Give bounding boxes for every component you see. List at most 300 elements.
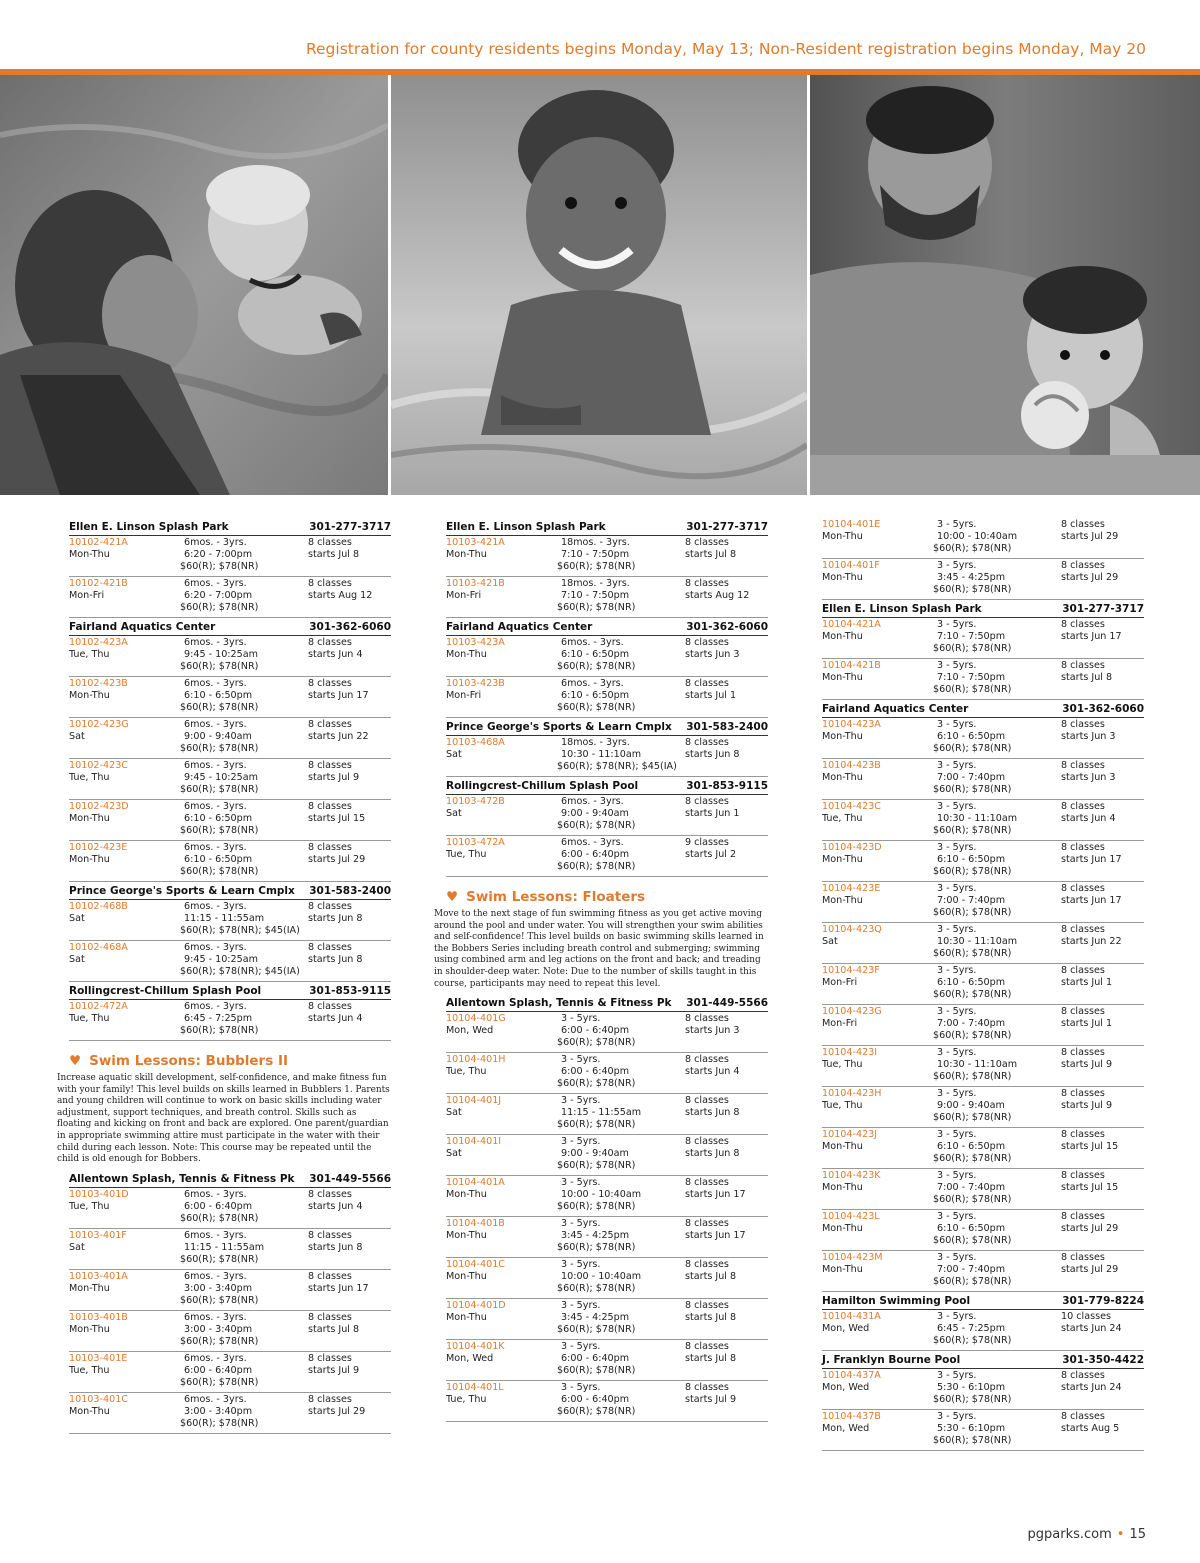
class-start-date: starts Jul 29 xyxy=(308,854,366,865)
class-start-date: starts Jul 1 xyxy=(1061,977,1113,988)
class-age-range: 3 - 5yrs. xyxy=(937,560,977,571)
class-days: Sat xyxy=(69,954,85,965)
photo-father-and-baby xyxy=(810,75,1200,495)
class-days: Mon-Thu xyxy=(69,549,110,560)
class-count: 8 classes xyxy=(685,1382,729,1394)
class-count: 8 classes xyxy=(685,1136,729,1148)
class-days: Mon, Wed xyxy=(822,1382,870,1393)
class-code: 10104-401J xyxy=(446,1095,502,1107)
class-fee: $60(R); $78(NR) xyxy=(933,543,1012,554)
class-count: 8 classes xyxy=(308,637,352,648)
class-days: Mon-Fri xyxy=(446,590,482,601)
class-time: 6:00 - 6:40pm xyxy=(561,1353,630,1365)
class-time: 6:00 - 6:40pm xyxy=(561,1394,630,1406)
class-count: 8 classes xyxy=(1061,1088,1105,1099)
class-time: 6:10 - 6:50pm xyxy=(937,977,1006,988)
class-listing xyxy=(69,941,391,982)
class-listing xyxy=(446,1381,768,1422)
class-age-range: 3 - 5yrs. xyxy=(937,1129,977,1140)
class-count: 8 classes xyxy=(1061,760,1105,771)
class-age-range: 6mos. - 3yrs. xyxy=(184,578,247,589)
class-time: 10:00 - 10:40am xyxy=(561,1271,642,1283)
class-listing xyxy=(69,759,391,800)
class-code: 10104-423G xyxy=(822,1006,882,1017)
class-age-range: 6mos. - 3yrs. xyxy=(184,1270,247,1282)
venue-phone: 301-853-9115 xyxy=(309,985,391,997)
class-age-range: 6mos. - 3yrs. xyxy=(184,801,247,812)
class-count: 8 classes xyxy=(1061,965,1105,976)
class-count: 8 classes xyxy=(1061,883,1105,894)
class-fee: $60(R); $78(NR) xyxy=(180,1212,259,1224)
class-age-range: 6mos. - 3yrs. xyxy=(561,637,624,648)
class-listing xyxy=(822,882,1144,923)
class-fee: $60(R); $78(NR) xyxy=(557,561,636,572)
class-days: Mon-Thu xyxy=(822,1223,863,1234)
class-days: Tue, Thu xyxy=(69,1364,110,1376)
venue-header xyxy=(69,884,391,900)
class-listing xyxy=(446,1053,768,1094)
class-days: Tue, Thu xyxy=(69,772,110,783)
class-listing xyxy=(822,1410,1144,1451)
class-fee: $60(R); $78(NR) xyxy=(933,1071,1012,1082)
class-age-range: 6mos. - 3yrs. xyxy=(184,1188,247,1200)
class-days: Sat xyxy=(446,749,462,760)
class-listing xyxy=(69,1000,391,1041)
class-listing xyxy=(446,1299,768,1340)
class-fee: $60(R); $78(NR) xyxy=(933,866,1012,877)
class-age-range: 3 - 5yrs. xyxy=(937,619,977,630)
class-fee: $60(R); $78(NR) xyxy=(180,743,259,754)
class-fee: $60(R); $78(NR) xyxy=(557,702,636,713)
class-code: 10103-468A xyxy=(446,737,505,748)
class-listing xyxy=(822,1128,1144,1169)
class-count: 8 classes xyxy=(308,842,352,853)
class-count: 8 classes xyxy=(1061,842,1105,853)
class-fee: $60(R); $78(NR) xyxy=(557,1160,636,1172)
class-start-date: starts Jun 3 xyxy=(1061,731,1116,742)
class-fee: $60(R); $78(NR) xyxy=(933,1335,1012,1346)
class-code: 10104-401B xyxy=(446,1218,505,1230)
class-count: 8 classes xyxy=(1061,1370,1105,1381)
venue-phone: 301-449-5566 xyxy=(309,1172,391,1185)
class-count: 8 classes xyxy=(308,1188,352,1200)
class-days: Sat xyxy=(446,1148,462,1160)
class-listing xyxy=(69,1270,391,1311)
class-fee: $60(R); $78(NR) xyxy=(180,825,259,836)
class-time: 6:10 - 6:50pm xyxy=(184,813,253,824)
class-count: 8 classes xyxy=(685,678,729,689)
class-listing xyxy=(446,795,768,836)
class-days: Mon-Thu xyxy=(69,813,110,824)
class-days: Sat xyxy=(822,936,838,947)
class-time: 6:45 - 7:25pm xyxy=(937,1323,1006,1334)
class-days: Tue, Thu xyxy=(69,649,110,660)
class-fee: $60(R); $78(NR) xyxy=(557,861,636,872)
class-code: 10104-401I xyxy=(446,1136,502,1148)
class-time: 9:00 - 9:40am xyxy=(561,808,629,819)
class-code: 10103-401C xyxy=(69,1393,128,1405)
class-time: 6:10 - 6:50pm xyxy=(184,690,253,701)
registration-banner xyxy=(0,0,1200,70)
venue-header xyxy=(446,520,768,536)
class-count: 8 classes xyxy=(685,578,729,589)
photo-strip xyxy=(0,75,1200,495)
class-listing xyxy=(69,841,391,882)
class-count: 8 classes xyxy=(308,578,352,589)
class-time: 6:10 - 6:50pm xyxy=(561,649,630,660)
venue-header xyxy=(822,602,1144,618)
class-time: 6:00 - 6:40pm xyxy=(184,1200,253,1212)
class-count: 8 classes xyxy=(308,760,352,771)
class-listing xyxy=(822,1310,1144,1351)
class-code: 10102-472A xyxy=(69,1001,128,1012)
registration-note: Registration for county residents begins Monday, May 13; Non-Resident registration begins Monday, May 20 xyxy=(305,40,1146,58)
class-time: 3:45 - 4:25pm xyxy=(937,572,1006,583)
class-start-date: starts Aug 12 xyxy=(308,590,373,601)
footer-bullet: • xyxy=(1116,1527,1125,1542)
class-time: 7:00 - 7:40pm xyxy=(937,895,1006,906)
class-time: 9:00 - 9:40am xyxy=(937,1100,1005,1111)
class-code: 10102-423C xyxy=(69,760,128,771)
class-fee: $60(R); $78(NR) xyxy=(557,1365,636,1377)
venue-name: Ellen E. Linson Splash Park xyxy=(446,521,606,533)
class-age-range: 3 - 5yrs. xyxy=(937,883,977,894)
class-age-range: 3 - 5yrs. xyxy=(937,1170,977,1181)
photo-smiling-child xyxy=(391,75,807,495)
class-time: 11:15 - 11:55am xyxy=(561,1107,642,1119)
class-code: 10104-423H xyxy=(822,1088,882,1099)
page-number: 15 xyxy=(1129,1527,1146,1542)
class-age-range: 6mos. - 3yrs. xyxy=(184,637,247,648)
class-fee: $60(R); $78(NR); $45(IA) xyxy=(180,966,300,977)
class-listing xyxy=(446,1176,768,1217)
class-count: 8 classes xyxy=(685,1095,729,1107)
venue-name: Rollingcrest-Chillum Splash Pool xyxy=(446,780,639,792)
class-fee: $60(R); $78(NR) xyxy=(933,1235,1012,1246)
class-fee: $60(R); $78(NR) xyxy=(933,1112,1012,1123)
class-age-range: 3 - 5yrs. xyxy=(937,1411,977,1422)
class-days: Mon-Thu xyxy=(822,1141,863,1152)
venue-phone: 301-277-3717 xyxy=(309,521,391,533)
class-code: 10104-401E xyxy=(822,519,881,530)
class-days: Tue, Thu xyxy=(69,1013,110,1024)
class-count: 9 classes xyxy=(685,837,729,848)
class-fee: $60(R); $78(NR) xyxy=(557,661,636,672)
class-days: Tue, Thu xyxy=(822,813,863,824)
venue-header xyxy=(69,520,391,536)
heart-icon: ♥ xyxy=(69,1053,82,1069)
class-time: 11:15 - 11:55am xyxy=(184,913,265,924)
class-fee: $60(R); $78(NR) xyxy=(180,866,259,877)
class-listing xyxy=(446,1094,768,1135)
class-count: 8 classes xyxy=(1061,560,1105,571)
class-code: 10104-423I xyxy=(822,1047,878,1058)
venue-name: Ellen E. Linson Splash Park xyxy=(69,521,229,533)
class-start-date: starts Jul 9 xyxy=(1061,1100,1113,1111)
page-footer xyxy=(1028,1527,1146,1542)
class-time: 10:00 - 10:40am xyxy=(561,1189,642,1201)
class-days: Mon-Thu xyxy=(822,1264,863,1275)
class-fee: $60(R); $78(NR) xyxy=(557,1119,636,1131)
class-count: 8 classes xyxy=(1061,619,1105,630)
class-fee: $60(R); $78(NR) xyxy=(933,1435,1012,1446)
class-code: 10104-401F xyxy=(822,560,880,571)
class-fee: $60(R); $78(NR) xyxy=(180,1025,259,1036)
class-code: 10103-423B xyxy=(446,678,505,689)
venue-phone: 301-362-6060 xyxy=(309,621,391,633)
class-days: Tue, Thu xyxy=(822,1100,863,1111)
class-fee: $60(R); $78(NR) xyxy=(180,1376,259,1388)
class-listing xyxy=(822,659,1144,700)
class-start-date: starts Jul 9 xyxy=(685,1394,737,1406)
class-age-range: 6mos. - 3yrs. xyxy=(184,719,247,730)
class-listing xyxy=(822,1210,1144,1251)
venue-header xyxy=(822,1294,1144,1310)
class-code: 10102-423D xyxy=(69,801,129,812)
class-fee: $60(R); $78(NR) xyxy=(933,643,1012,654)
class-code: 10104-401L xyxy=(446,1382,504,1394)
class-age-range: 3 - 5yrs. xyxy=(937,965,977,976)
class-time: 6:10 - 6:50pm xyxy=(184,854,253,865)
class-count: 8 classes xyxy=(308,1393,352,1405)
class-fee: $60(R); $78(NR) xyxy=(933,825,1012,836)
class-time: 9:45 - 10:25am xyxy=(184,772,258,783)
class-code: 10104-423B xyxy=(822,760,881,771)
class-days: Mon-Thu xyxy=(822,672,863,683)
class-start-date: starts Jul 8 xyxy=(685,1271,737,1283)
class-code: 10102-423B xyxy=(69,678,128,689)
class-age-range: 6mos. - 3yrs. xyxy=(184,842,247,853)
class-start-date: starts Aug 12 xyxy=(685,590,750,601)
class-code: 10104-437B xyxy=(822,1411,881,1422)
class-days: Mon-Thu xyxy=(69,690,110,701)
class-code: 10102-468A xyxy=(69,942,128,953)
class-age-range: 3 - 5yrs. xyxy=(937,842,977,853)
class-listing xyxy=(69,1393,391,1434)
class-listing xyxy=(446,1012,768,1053)
class-age-range: 6mos. - 3yrs. xyxy=(184,537,247,548)
class-days: Tue, Thu xyxy=(822,1059,863,1070)
class-start-date: starts Jun 17 xyxy=(685,1230,746,1242)
venue-name: Prince George's Sports & Learn Cmplx xyxy=(69,885,295,897)
class-time: 7:10 - 7:50pm xyxy=(561,549,630,560)
class-code: 10104-401D xyxy=(446,1300,506,1312)
venue-phone: 301-350-4422 xyxy=(1062,1354,1144,1366)
class-time: 3:45 - 4:25pm xyxy=(561,1312,630,1324)
class-days: Tue, Thu xyxy=(446,1394,487,1406)
class-fee: $60(R); $78(NR) xyxy=(933,948,1012,959)
class-count: 8 classes xyxy=(1061,924,1105,935)
class-code: 10103-472B xyxy=(446,796,505,807)
class-age-range: 3 - 5yrs. xyxy=(937,1252,977,1263)
class-age-range: 3 - 5yrs. xyxy=(937,1006,977,1017)
class-count: 8 classes xyxy=(685,1177,729,1189)
class-start-date: starts Jun 17 xyxy=(308,690,369,701)
class-count: 8 classes xyxy=(685,537,729,548)
class-fee: $60(R); $78(NR) xyxy=(933,907,1012,918)
class-code: 10103-401D xyxy=(69,1188,129,1200)
class-age-range: 3 - 5yrs. xyxy=(561,1382,601,1394)
class-age-range: 6mos. - 3yrs. xyxy=(561,837,624,848)
class-age-range: 3 - 5yrs. xyxy=(561,1095,601,1107)
class-time: 6:00 - 6:40pm xyxy=(184,1364,253,1376)
venue-name: Allentown Splash, Tennis & Fitness Pk xyxy=(69,1172,295,1185)
venue-name: Allentown Splash, Tennis & Fitness Pk xyxy=(446,997,672,1010)
class-time: 7:10 - 7:50pm xyxy=(937,672,1006,683)
class-start-date: starts Jul 8 xyxy=(685,549,737,560)
class-fee: $60(R); $78(NR); $45(IA) xyxy=(180,925,300,936)
class-count: 8 classes xyxy=(308,1001,352,1012)
class-days: Mon-Fri xyxy=(446,690,482,701)
class-time: 10:30 - 11:10am xyxy=(561,749,642,760)
class-age-range: 6mos. - 3yrs. xyxy=(184,1001,247,1012)
class-age-range: 6mos. - 3yrs. xyxy=(561,796,624,807)
section-description: Move to the next stage of fun swimming fitness as you get active moving around the pool and under water. You will strengthen your swim abilities and self-confidence! This level builds on basic swimming skills learned in the Bobbers Series including breath control and submerging; swimming using combined arm and leg actions on the front and back; and treading in shoulder-deep water. Note: Due to the number of skills taught in this course, participants may need to repeat this level. xyxy=(434,909,764,989)
class-count: 8 classes xyxy=(308,537,352,548)
class-time: 10:30 - 11:10am xyxy=(937,1059,1018,1070)
schedule-column-1 xyxy=(57,518,391,1434)
class-time: 9:45 - 10:25am xyxy=(184,954,258,965)
class-fee: $60(R); $78(NR) xyxy=(557,1283,636,1295)
class-code: 10102-421B xyxy=(69,578,128,589)
class-time: 7:00 - 7:40pm xyxy=(937,1018,1006,1029)
class-age-range: 3 - 5yrs. xyxy=(937,1211,977,1222)
class-days: Mon-Thu xyxy=(446,1271,487,1283)
class-fee: $60(R); $78(NR) xyxy=(180,702,259,713)
class-fee: $60(R); $78(NR) xyxy=(933,684,1012,695)
class-start-date: starts Jun 3 xyxy=(1061,772,1116,783)
venue-name: Hamilton Swimming Pool xyxy=(822,1295,971,1307)
class-start-date: starts Jul 29 xyxy=(308,1405,366,1417)
class-time: 7:10 - 7:50pm xyxy=(937,631,1006,642)
class-fee: $60(R); $78(NR) xyxy=(557,602,636,613)
class-code: 10104-431A xyxy=(822,1311,881,1322)
class-listing xyxy=(822,841,1144,882)
class-time: 6:10 - 6:50pm xyxy=(561,690,630,701)
class-days: Mon-Thu xyxy=(69,854,110,865)
class-count: 8 classes xyxy=(1061,519,1105,530)
section-title-text: Swim Lessons: Bubblers II xyxy=(89,1053,288,1069)
class-time: 6:20 - 7:00pm xyxy=(184,590,253,601)
venue-phone: 301-362-6060 xyxy=(686,621,768,633)
class-days: Tue, Thu xyxy=(69,1200,110,1212)
class-start-date: starts Jun 1 xyxy=(685,808,740,819)
class-listing xyxy=(822,964,1144,1005)
venue-name: Rollingcrest-Chillum Splash Pool xyxy=(69,985,262,997)
class-listing xyxy=(446,1258,768,1299)
class-days: Mon-Thu xyxy=(822,531,863,542)
class-code: 10104-421A xyxy=(822,619,881,630)
class-time: 10:30 - 11:10am xyxy=(937,936,1018,947)
class-count: 8 classes xyxy=(1061,1006,1105,1017)
class-listing xyxy=(69,1311,391,1352)
class-code: 10103-423A xyxy=(446,637,505,648)
class-start-date: starts Jul 1 xyxy=(685,690,737,701)
class-start-date: starts Jun 4 xyxy=(308,1013,363,1024)
class-start-date: starts Jun 8 xyxy=(308,913,363,924)
class-days: Mon-Fri xyxy=(822,977,858,988)
class-days: Mon-Thu xyxy=(822,1182,863,1193)
class-fee: $60(R); $78(NR) xyxy=(933,584,1012,595)
class-age-range: 3 - 5yrs. xyxy=(937,760,977,771)
class-code: 10104-401K xyxy=(446,1341,505,1353)
class-start-date: starts Jun 17 xyxy=(685,1189,746,1201)
section-title xyxy=(446,889,768,905)
class-listing xyxy=(69,636,391,677)
class-age-range: 6mos. - 3yrs. xyxy=(184,1311,247,1323)
class-start-date: starts Jun 3 xyxy=(685,649,740,660)
class-fee: $60(R); $78(NR) xyxy=(933,989,1012,1000)
class-days: Sat xyxy=(69,1241,85,1253)
class-time: 7:00 - 7:40pm xyxy=(937,772,1006,783)
class-age-range: 6mos. - 3yrs. xyxy=(184,1393,247,1405)
class-listing xyxy=(446,1135,768,1176)
class-days: Mon, Wed xyxy=(446,1025,494,1037)
class-listing xyxy=(822,759,1144,800)
class-age-range: 3 - 5yrs. xyxy=(937,660,977,671)
class-count: 8 classes xyxy=(1061,801,1105,812)
class-days: Mon-Thu xyxy=(69,1405,110,1417)
venue-header xyxy=(446,996,768,1012)
venue-header xyxy=(69,1172,391,1188)
class-age-range: 3 - 5yrs. xyxy=(937,801,977,812)
class-listing xyxy=(69,800,391,841)
class-code: 10104-423K xyxy=(822,1170,881,1181)
class-age-range: 3 - 5yrs. xyxy=(561,1177,601,1189)
class-age-range: 6mos. - 3yrs. xyxy=(184,901,247,912)
photo-mother-and-baby xyxy=(0,75,388,495)
class-start-date: starts Jul 2 xyxy=(685,849,737,860)
heart-icon: ♥ xyxy=(446,889,459,905)
class-listing xyxy=(822,1169,1144,1210)
venue-name: Fairland Aquatics Center xyxy=(69,621,216,633)
venue-phone: 301-853-9115 xyxy=(686,780,768,792)
class-time: 6:45 - 7:25pm xyxy=(184,1013,253,1024)
class-code: 10104-423E xyxy=(822,883,881,894)
class-count: 8 classes xyxy=(308,942,352,953)
class-code: 10103-401F xyxy=(69,1229,127,1241)
class-count: 8 classes xyxy=(1061,1129,1105,1140)
class-start-date: starts Jul 29 xyxy=(1061,531,1119,542)
class-listing xyxy=(446,677,768,718)
class-start-date: starts Jul 1 xyxy=(1061,1018,1113,1029)
class-fee: $60(R); $78(NR) xyxy=(933,1153,1012,1164)
venue-phone: 301-583-2400 xyxy=(686,721,768,733)
class-fee: $60(R); $78(NR) xyxy=(180,661,259,672)
class-code: 10103-421B xyxy=(446,578,505,589)
class-count: 8 classes xyxy=(1061,1411,1105,1422)
class-time: 9:00 - 9:40am xyxy=(184,731,252,742)
class-code: 10102-468B xyxy=(69,901,128,912)
class-start-date: starts Jul 8 xyxy=(685,1353,737,1365)
class-listing xyxy=(69,900,391,941)
class-count: 8 classes xyxy=(308,1352,352,1364)
class-age-range: 3 - 5yrs. xyxy=(561,1341,601,1353)
class-age-range: 6mos. - 3yrs. xyxy=(184,760,247,771)
class-code: 10104-437A xyxy=(822,1370,881,1381)
class-days: Sat xyxy=(69,731,85,742)
class-age-range: 3 - 5yrs. xyxy=(937,519,977,530)
class-listing xyxy=(69,1352,391,1393)
class-time: 6:00 - 6:40pm xyxy=(561,1025,630,1037)
class-fee: $60(R); $78(NR) xyxy=(933,1394,1012,1405)
class-time: 6:10 - 6:50pm xyxy=(937,1223,1006,1234)
class-time: 9:00 - 9:40am xyxy=(561,1148,629,1160)
class-days: Mon-Thu xyxy=(446,1230,487,1242)
class-start-date: starts Aug 5 xyxy=(1061,1423,1120,1434)
class-start-date: starts Jun 17 xyxy=(1061,895,1122,906)
class-days: Mon-Fri xyxy=(822,1018,858,1029)
